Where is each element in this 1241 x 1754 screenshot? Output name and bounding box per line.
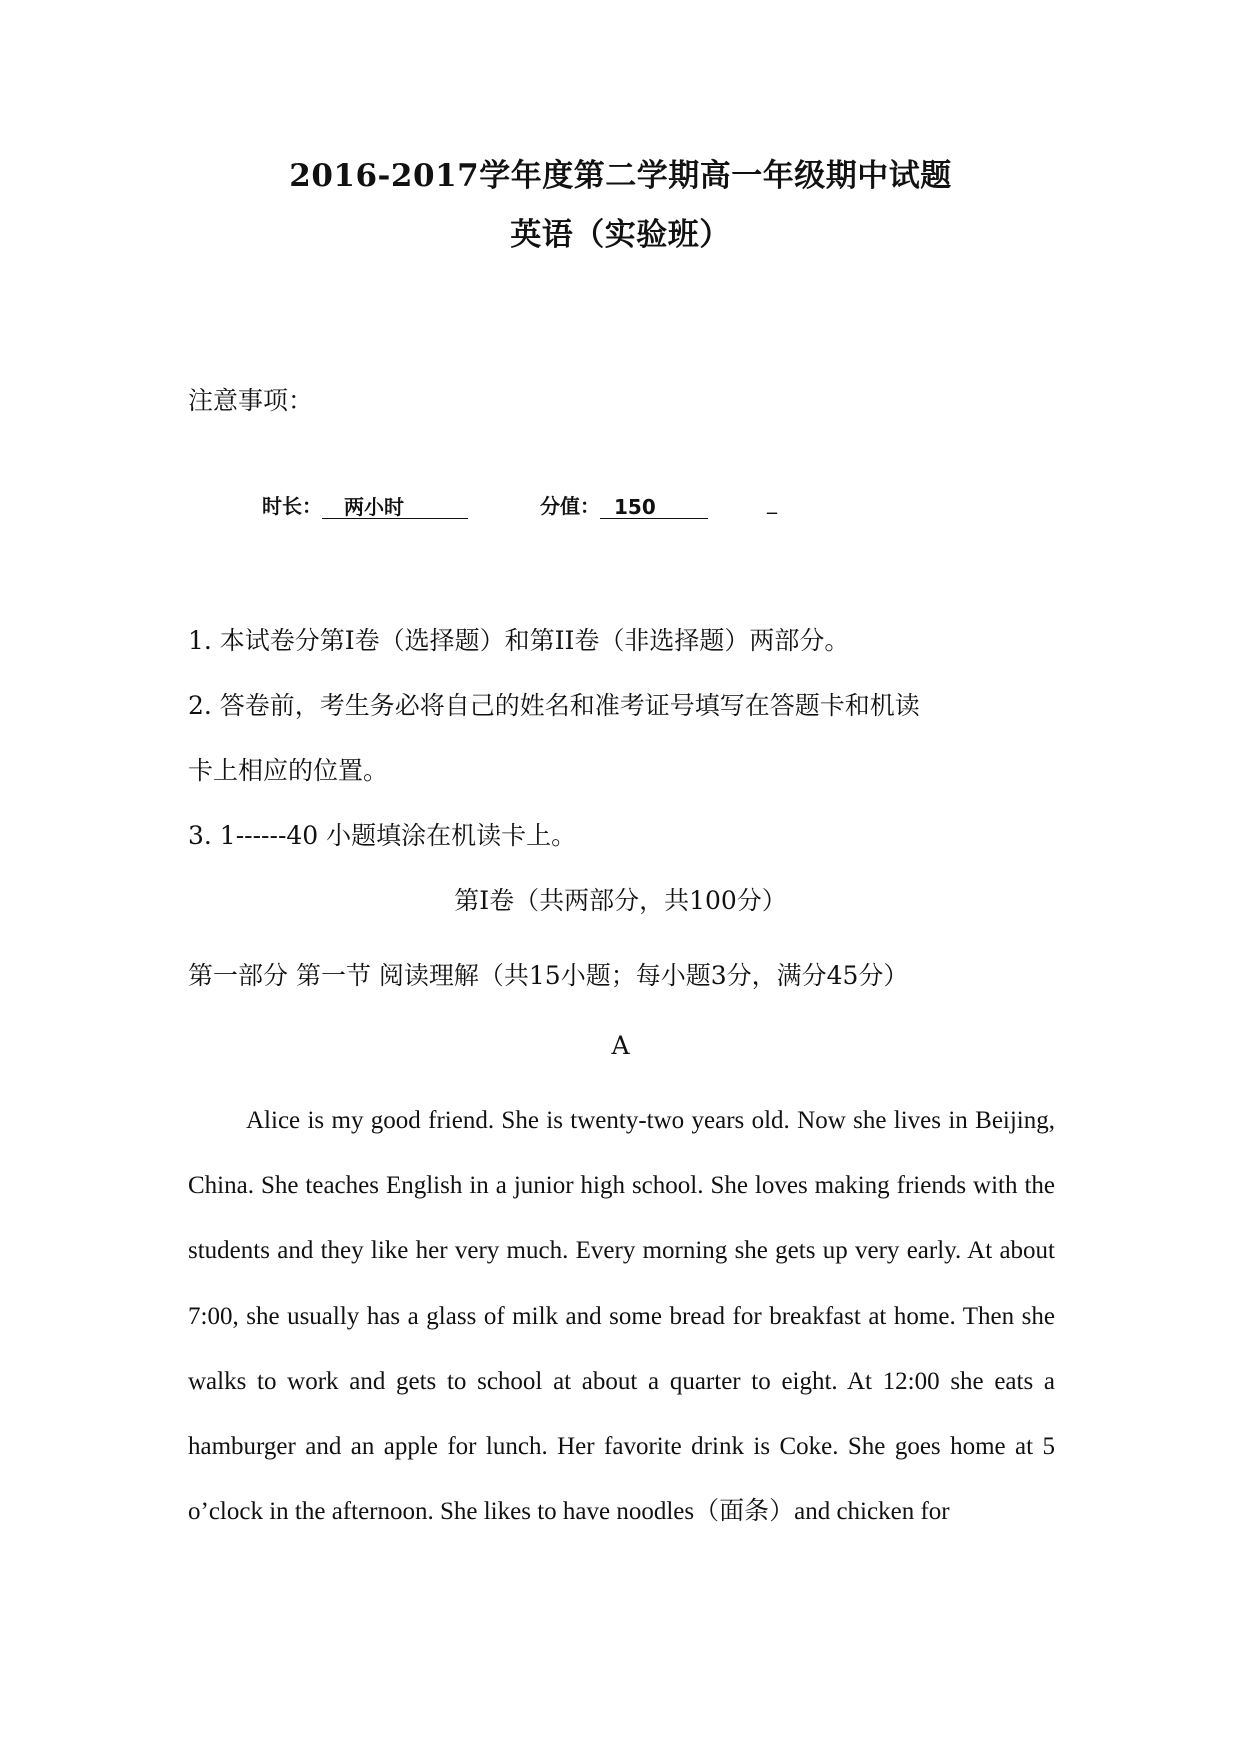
volume-heading: 第I卷（共两部分，共100分） [454,886,787,915]
duration-label: 时长： [262,494,322,518]
note-item-2: 2. 答卷前，考生务必将自己的姓名和准考证号填写在答题卡和机读 [188,691,920,720]
duration-field [262,490,468,519]
score-label: 分值： [540,494,600,518]
notes-heading: 注意事项： [188,386,314,415]
score-field [540,490,708,519]
duration-value: 两小时 [322,496,468,519]
exam-subtitle: 英语（实验班） [510,217,731,253]
part-heading: 第一部分 第一节 阅读理解（共15小题；每小题3分，满分45分） [188,961,909,990]
note-item-2-continued: 卡上相应的位置。 [188,756,389,785]
trailing-mark: _ [767,490,777,514]
note-item-3: 3. 1------40 小题填涂在机读卡上。 [188,821,577,850]
score-value: 150 [600,496,708,519]
passage-letter: A [611,1031,630,1060]
reading-passage: Alice is my good friend. She is twenty-two years old. Now she lives in Beijing, China. She teaches English in a junior high school. She loves making friends with the students and they like her very much. Every morning she gets up very early. At about 7:00, she usually has a glass of milk and some bread for breakfast at home. Then she walks to work and gets to school at about a quarter to eight. At 12:00 she eats a hamburger and an apple for lunch. Her favorite drink is Coke. She goes home at 5 o’clock in the afternoon. She likes to have noodles（面条）and chicken for [188,1107,1055,1526]
exam-title: 2016-2017学年度第二学期高一年级期中试题 [289,158,952,194]
note-item-1: 1. 本试卷分第I卷（选择题）和第II卷（非选择题）两部分。 [188,626,850,655]
